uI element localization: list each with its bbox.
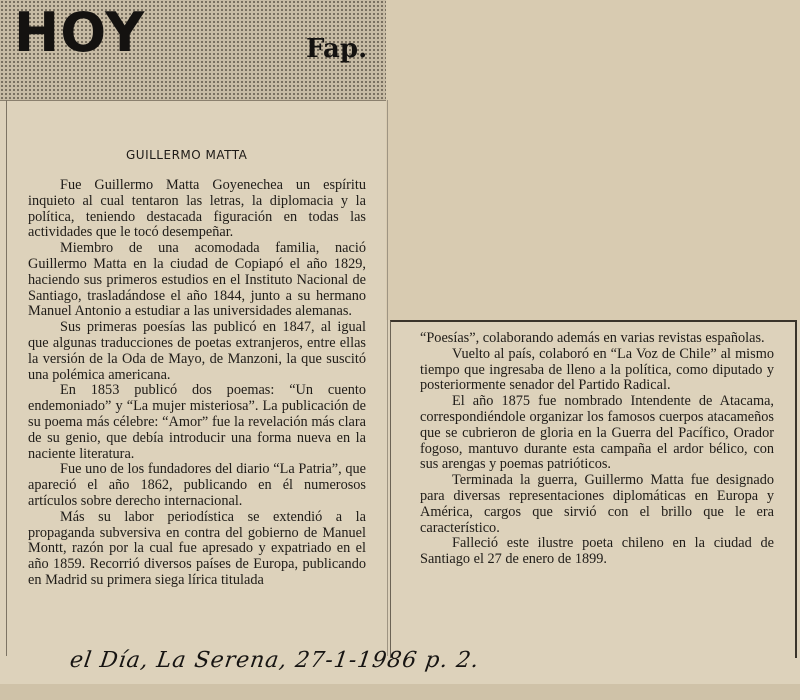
masthead-title: HOY (14, 1, 146, 64)
handwritten-source-note: el Día, La Serena, 27-1-1986 p. 2. (68, 648, 482, 673)
paragraph: Sus primeras poesías las publicó en 1847, al igual que algunas traducciones de poetas extranjeros, entre ellas la versión de la Oda de Mayo, de Manzoni, la que suscitó una polémica americana. (28, 319, 366, 383)
paragraph: Fue Guillermo Matta Goyenechea un espíritu inquieto al cual tentaron las letras, la diplomacia y la política, teniendo destacada figuración en todas las actividades que le tocó desempeñar. (28, 177, 366, 241)
newspaper-masthead (0, 0, 386, 101)
paragraph: Miembro de una acomodada familia, nació Guillermo Matta en la ciudad de Copiapó el año 1829, haciendo sus primeros estudios en el Instituto Nacional de Santiago, trasladándose el año 1844, junto a su hermano Manuel Antonio a estudiar a las universidades alemanas. (28, 240, 366, 320)
paragraph: Vuelto al país, colaboró en “La Voz de Chile” al mismo tiempo que ingresaba de lleno a la política, como diputado y posteriormente senador del Partido Radical. (420, 345, 774, 394)
paragraph: Terminada la guerra, Guillermo Matta fue designado para diversas representaciones diplomáticas en Europa y América, cargos que sirvió con el brillo que le era característico. (420, 472, 774, 536)
paper-bottom-edge (0, 684, 800, 700)
paper-scrap-right (386, 0, 800, 320)
paragraph: El año 1875 fue nombrado Intendente de Atacama, correspondiéndole organizar los famosos cuerpos atacameños que se cubrieron de gloria en la Guerra del Pacífico, Orador fogoso, mantuvo durante esta campaña el ardor bélico, con sus arengas y poemas patrióticos. (420, 393, 774, 473)
paragraph: En 1853 publicó dos poemas: “Un cuento endemoniado” y “La mujer misteriosa”. La publicación de su poema más célebre: “Amor” fue la revelación más clara de su genio, que debía introducir una forma nueva en la naciente literatura. (28, 382, 366, 462)
paragraph-continuation: “Poesías”, colaborando además en varias revistas españolas. (420, 330, 765, 346)
paragraph: Más su labor periodística se extendió a la propaganda subversiva en contra del gobierno de Manuel Montt, razón por la cual fue apresado y expatriado en el año 1859. Recorrió diversos países de Europa, publicando en Madrid su primera siega lírica titulada (28, 508, 366, 588)
paragraph: Fue uno de los fundadores del diario “La Patria”, que apareció el año 1862, publicando en él numerosos artículos sobre derecho internacional. (28, 461, 366, 509)
article-body-right (420, 331, 774, 568)
paragraph: Falleció este ilustre poeta chileno en la ciudad de Santiago el 27 de enero de 1899. (420, 535, 774, 568)
masthead-tag: Fap. (306, 34, 368, 64)
article-headline: GUILLERMO MATTA (126, 148, 248, 162)
article-body-left (28, 178, 366, 589)
